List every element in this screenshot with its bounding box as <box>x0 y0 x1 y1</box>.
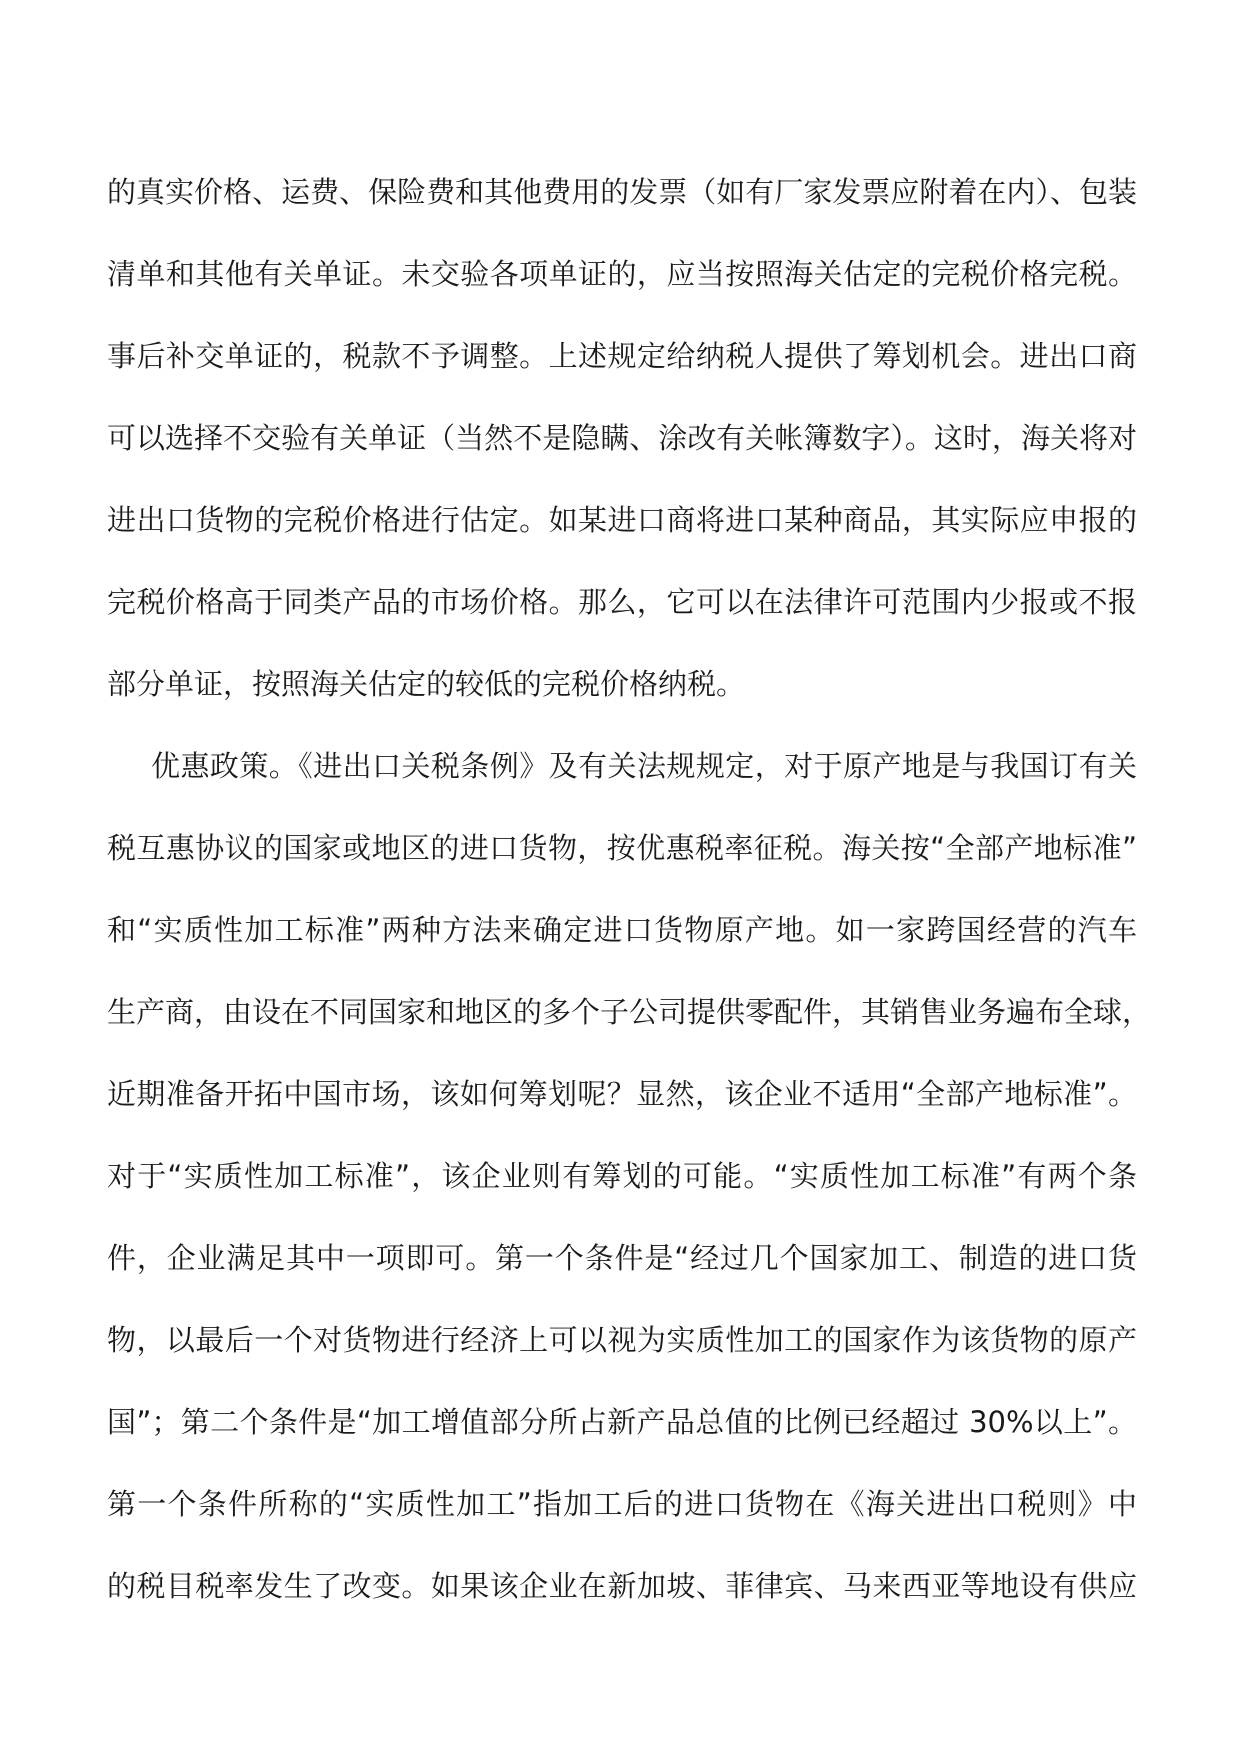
text-line: 和“实质性加工标准”两种方法来确定进口货物原产地。如一家跨国经营的汽车 <box>107 913 1137 947</box>
text-line: 完税价格高于同类产品的市场价格。那么，它可以在法律许可范围内少报或不报 <box>107 585 1137 619</box>
body-text <box>107 163 1152 1639</box>
text-line: 的真实价格、运费、保险费和其他费用的发票（如有厂家发票应附着在内）、包装 <box>107 175 1137 209</box>
text-line: 事后补交单证的，税款不予调整。上述规定给纳税人提供了筹划机会。进出口商 <box>107 339 1137 373</box>
text-line: 生产商，由设在不同国家和地区的多个子公司提供零配件，其销售业务遍布全球， <box>107 995 1152 1029</box>
text-line: 件，企业满足其中一项即可。第一个条件是“经过几个国家加工、制造的进口货 <box>107 1241 1137 1275</box>
text-line: 优惠政策。《进出口关税条例》及有关法规规定，对于原产地是与我国订有关 <box>151 749 1137 783</box>
text-line: 可以选择不交验有关单证（当然不是隐瞒、涂改有关帐簿数字）。这时，海关将对 <box>107 421 1137 455</box>
text-line: 部分单证，按照海关估定的较低的完税价格纳税。 <box>107 667 746 701</box>
text-line: 国”；第二个条件是“加工增值部分所占新产品总值的比例已经超过 30%以上”。 <box>107 1405 1137 1439</box>
text-line: 的税目税率发生了改变。如果该企业在新加坡、菲律宾、马来西亚等地设有供应 <box>107 1569 1137 1603</box>
text-line: 近期准备开拓中国市场，该如何筹划呢？显然，该企业不适用“全部产地标准”。 <box>107 1077 1137 1111</box>
text-line: 物，以最后一个对货物进行经济上可以视为实质性加工的国家作为该货物的原产 <box>107 1323 1137 1357</box>
text-line: 进出口货物的完税价格进行估定。如某进口商将进口某种商品，其实际应申报的 <box>107 503 1137 537</box>
text-line: 对于“实质性加工标准”，该企业则有筹划的可能。“实质性加工标准”有两个条 <box>107 1159 1137 1193</box>
text-line: 清单和其他有关单证。未交验各项单证的，应当按照海关估定的完税价格完税。 <box>107 257 1137 291</box>
text-line: 第一个条件所称的“实质性加工”指加工后的进口货物在《海关进出口税则》中 <box>107 1487 1137 1521</box>
text-line: 税互惠协议的国家或地区的进口货物，按优惠税率征税。海关按“全部产地标准” <box>107 831 1137 865</box>
